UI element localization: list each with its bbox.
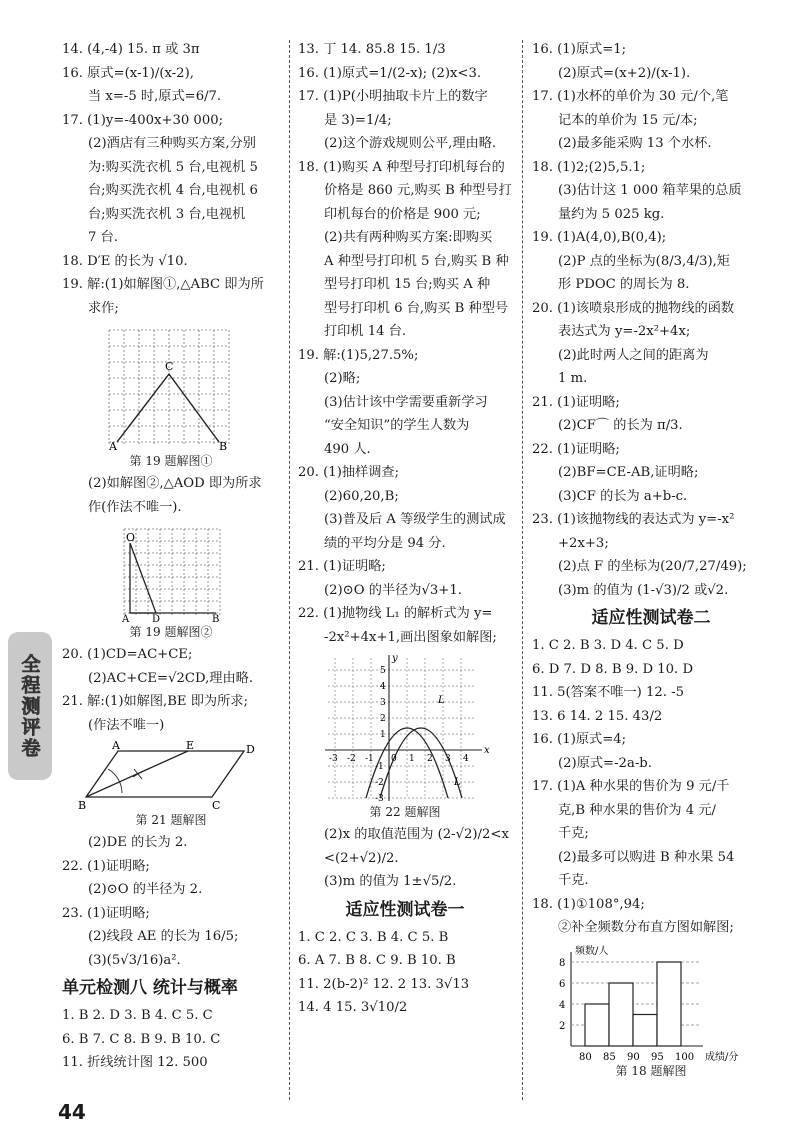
point-label: E: [186, 741, 195, 752]
answer-line: 17. (1)y=-400x+30 000;: [62, 112, 224, 128]
frequency-histogram: [541, 944, 761, 1062]
answer-line: 18. (1)2;(2)5,5.1;: [532, 159, 646, 175]
answer-line: <(2+√2)/2.: [324, 850, 399, 866]
y-tick-label: 6: [559, 978, 566, 990]
answer-line: 绩的平均分是 94 分.: [324, 535, 446, 551]
point-label: A: [112, 741, 120, 752]
point-label: A: [122, 614, 130, 623]
figure-caption: 第 19 题解图②: [129, 625, 213, 639]
answer-line: (2)CF⌒ 的长为 π/3.: [558, 418, 683, 433]
y-tick-label: 1: [380, 730, 386, 740]
point-label: D: [246, 743, 255, 756]
answer-line: 型号打印机 6 台,购买 B 种型号: [324, 300, 509, 316]
answer-line: 13. 丁 14. 85.8 15. 1/3: [298, 42, 446, 57]
answer-line: 打印机 14 台.: [324, 324, 407, 339]
figure-caption: 第 18 题解图: [615, 1063, 687, 1078]
answer-line: (3)估计这 1 000 箱苹果的总质: [558, 183, 742, 198]
answer-line: (2)点 F 的坐标为(20/7,27/49);: [558, 559, 747, 574]
answer-line: 16. (1)原式=1;: [532, 42, 627, 57]
answer-line: A 种型号打印机 5 台,购买 B 种: [324, 253, 509, 269]
column-2: [298, 38, 512, 1020]
answer-line: (2)⊙O 的半径为 2.: [88, 882, 203, 897]
figure-22: [298, 653, 512, 821]
answer-line: +2x+3;: [558, 535, 609, 551]
answer-line: (3)m 的值为 (1-√3)/2 或√2.: [558, 582, 729, 598]
answer-line: 1. C 2. B 3. D 4. C 5. D: [532, 638, 684, 653]
answer-line: 7 台.: [88, 230, 118, 245]
answer-line: 形 PDOC 的周长为 8.: [558, 277, 690, 292]
answer-line: 16. (1)原式=1/(2-x); (2)x<3.: [298, 65, 482, 81]
answer-line: 19. (1)A(4,0),B(0,4);: [532, 230, 667, 245]
answer-line: 20. (1)该喷泉形成的抛物线的函数: [532, 300, 735, 316]
section-title: 适应性测试卷一: [345, 899, 465, 920]
curve-label: L: [438, 695, 445, 706]
answer-line: 16. (1)原式=4;: [532, 732, 627, 747]
answer-line: 6. A 7. B 8. C 9. B 10. B: [298, 953, 456, 968]
histogram-bar: [633, 1014, 657, 1046]
answer-line: (2)略;: [324, 371, 361, 386]
answer-line: 19. 解:(1)5,27.5%;: [298, 347, 419, 363]
answer-line: 17. (1)P(小明抽取卡片上的数字: [298, 89, 488, 104]
point-label: O: [126, 531, 136, 544]
answer-line: 18. (1)购买 A 种型号打印机每台的: [298, 159, 505, 175]
column-1: [62, 38, 280, 1075]
answer-line: (2)P 点的坐标为(8/3,4/3),矩: [558, 253, 730, 269]
answer-line: 17. (1)A 种水果的售价为 9 元/千: [532, 779, 730, 794]
answer-line: (2)x 的取值范围为 (2-√2)/2<x: [324, 827, 509, 842]
x-tick-label: -1: [365, 754, 374, 764]
answer-line: 台;购买洗衣机 3 台,电视机: [88, 206, 246, 222]
point-label: B: [212, 614, 220, 623]
answer-line: (3)(5√3/16)a².: [88, 952, 181, 968]
point-label: B: [78, 799, 87, 811]
answer-line: 型号打印机 15 台;购买 A 种: [324, 277, 491, 292]
answer-line: (2)如解图②,△AOD 即为所求: [88, 476, 262, 491]
x-tick-label: -3: [329, 754, 338, 764]
figure-21: [62, 741, 280, 829]
answer-line: (2)最多可以购进 B 种水果 54: [558, 849, 735, 865]
answer-line: 20. (1)CD=AC+CE;: [62, 647, 193, 662]
answer-line: (3)估计该中学需要重新学习: [324, 394, 488, 410]
x-tick-label: 1: [409, 754, 415, 764]
histogram-bar: [609, 983, 633, 1046]
axis-label: y: [392, 653, 398, 664]
figure-caption: 第 22 题解图: [369, 805, 441, 819]
answer-line: 表达式为 y=-2x²+4x;: [558, 324, 691, 339]
answer-line: (2)原式=-2a-b.: [558, 755, 652, 771]
column-divider: [289, 40, 290, 1100]
answer-line: 千克;: [558, 826, 589, 841]
grid-triangle-diagram: [101, 324, 241, 452]
x-tick-label: 4: [463, 754, 469, 764]
answer-line: 23. (1)证明略;: [62, 905, 150, 921]
y-tick-label: -3: [375, 794, 384, 803]
x-tick-label: -2: [347, 754, 356, 764]
answer-line: 记本的单价为 15 元/本;: [558, 112, 698, 128]
point-label: C: [165, 360, 174, 373]
answer-line: (3)普及后 A 等级学生的测试成: [324, 512, 506, 527]
histogram-bar: [585, 1004, 609, 1046]
answer-line: 量约为 5 025 kg.: [558, 206, 665, 222]
side-tab: 全程测评卷: [8, 632, 52, 780]
point-label: C: [212, 799, 221, 811]
answer-line: 16. 原式=(x-1)/(x-2),: [62, 65, 194, 81]
answer-line: 14. 4 15. 3√10/2: [298, 1000, 408, 1015]
answer-line: 21. (1)证明略;: [532, 394, 620, 410]
point-label: B: [219, 440, 228, 452]
axis-label: x: [484, 745, 490, 756]
answer-line: 11. 折线统计图 12. 500: [62, 1055, 208, 1070]
answer-line: 490 人.: [324, 441, 371, 457]
curve-label: L: [454, 777, 461, 788]
parabola-graph: [320, 653, 490, 803]
answer-line: 台;购买洗衣机 4 台,电视机 6: [88, 183, 258, 198]
answer-line: (2)酒店有三种购买方案,分别: [88, 136, 256, 151]
parallelogram-diagram: [76, 741, 266, 811]
answer-line: (2)最多能采购 13 个水杯.: [558, 136, 712, 151]
answer-line: (2)60,20,B;: [324, 488, 399, 504]
x-tick-label: 3: [445, 754, 451, 764]
answer-line: 17. (1)水杯的单价为 30 元/个,笔: [532, 89, 729, 104]
answer-line: 20. (1)抽样调查;: [298, 465, 400, 480]
answer-line: (2)BF=CE-AB,证明略;: [558, 465, 699, 480]
y-axis-title: 频数/人: [575, 945, 609, 957]
point-label: D: [152, 614, 161, 623]
y-tick-label: 2: [559, 1020, 566, 1032]
y-tick-label: 8: [559, 957, 566, 969]
answer-line: (2)原式=(x+2)/(x-1).: [558, 65, 691, 81]
answer-line: 11. 5(答案不唯一) 12. -5: [532, 685, 684, 700]
histogram-bar: [657, 962, 681, 1046]
answer-line: (2)⊙O 的半径为√3+1.: [324, 582, 462, 598]
answer-line: 11. 2(b-2)² 12. 2 13. 3√13: [298, 976, 470, 992]
figure-caption: 第 19 题解图①: [129, 454, 213, 468]
answer-line: 14. (4,-4) 15. π 或 3π: [62, 42, 200, 57]
x-tick-label: 0: [391, 754, 397, 764]
answer-line: 1. C 2. C 3. B 4. C 5. B: [298, 929, 449, 945]
answer-line: 21. 解:(1)如解图,BE 即为所求;: [62, 694, 248, 709]
figure-18: [532, 944, 770, 1080]
y-tick-label: -2: [375, 778, 384, 788]
figure-19-2: [62, 523, 280, 641]
answer-line: 22. (1)证明略;: [532, 441, 620, 457]
answer-line: 求作;: [88, 300, 119, 316]
answer-line: “安全知识”的学生人数为: [324, 418, 470, 433]
answer-line: (作法不唯一): [88, 717, 165, 733]
answer-line: 18. (1)①108°,94;: [532, 896, 645, 912]
figure-caption: 第 21 题解图: [135, 813, 207, 827]
answer-line: 作(作法不唯一).: [88, 499, 182, 515]
answer-line: 1. B 2. D 3. B 4. C 5. C: [62, 1008, 213, 1023]
answer-line: 当 x=-5 时,原式=6/7.: [88, 89, 222, 104]
y-tick-label: 4: [559, 999, 566, 1011]
answer-line: 22. (1)证明略;: [62, 858, 150, 874]
x-tick-label: 95: [651, 1051, 664, 1062]
answer-line: 克,B 种水果的售价为 4 元/: [558, 802, 716, 818]
x-tick-label: 100: [675, 1051, 695, 1062]
answer-line: (3)CF 的长为 a+b-c.: [558, 488, 688, 504]
answer-lines: [62, 38, 280, 320]
answer-line: (2)线段 AE 的长为 16/5;: [88, 929, 239, 944]
x-tick-label: 2: [427, 754, 433, 764]
point-label: A: [109, 440, 117, 452]
column-divider: [522, 40, 523, 1100]
y-tick-label: 5: [380, 666, 386, 676]
answer-line: 6. B 7. C 8. B 9. B 10. C: [62, 1031, 221, 1047]
answer-line: ②补全频数分布直方图如解图;: [558, 920, 734, 935]
figure-19-1: [62, 324, 280, 470]
x-tick-label: 85: [603, 1051, 616, 1062]
answer-line: 千克.: [558, 873, 589, 888]
answer-line: 为:购买洗衣机 5 台,电视机 5: [88, 159, 258, 175]
grid-triangle-diagram: [116, 523, 226, 623]
answer-line: 21. (1)证明略;: [298, 559, 386, 574]
answer-line: (2)此时两人之间的距离为: [558, 347, 709, 363]
answer-line: 22. (1)抛物线 L₁ 的解析式为 y=: [298, 606, 493, 621]
answer-line: 23. (1)该抛物线的表达式为 y=-x²: [532, 512, 735, 527]
y-tick-label: 2: [380, 714, 386, 724]
answer-line: 印机每台的价格是 900 元;: [324, 206, 481, 222]
column-3: [532, 38, 770, 1082]
answer-line: (2)共有两种购买方案:即购买: [324, 230, 493, 245]
answer-line: (2)这个游戏规则公平,理由略.: [324, 136, 497, 151]
x-tick-label: 90: [627, 1051, 640, 1062]
section-title: 单元检测八 统计与概率: [62, 978, 238, 998]
answer-line: 1 m.: [558, 371, 588, 386]
section-title: 适应性测试卷二: [591, 608, 711, 628]
answer-line: (2)DE 的长为 2.: [88, 835, 188, 850]
y-tick-label: 3: [380, 698, 386, 708]
x-tick-label: 80: [579, 1051, 592, 1062]
answer-line: 19. 解:(1)如解图①,△ABC 即为所: [62, 277, 264, 292]
answer-line: -2x²+4x+1,画出图象如解图;: [324, 629, 497, 645]
y-tick-label: 4: [380, 682, 386, 692]
y-tick-label: -1: [375, 762, 384, 772]
x-axis-title: 成绩/分: [705, 1051, 739, 1062]
answer-line: (3)m 的值为 1±√5/2.: [324, 874, 457, 889]
page-number: 44: [58, 1100, 86, 1124]
answer-line: (2)AC+CE=√2CD,理由略.: [88, 670, 254, 686]
answer-line: 18. D′E 的长为 √10.: [62, 253, 188, 269]
answer-line: 是 3)=1/4;: [324, 112, 392, 128]
answer-line: 13. 6 14. 2 15. 43/2: [532, 708, 663, 724]
answer-line: 6. D 7. D 8. B 9. D 10. D: [532, 661, 694, 677]
answer-line: 价格是 860 元,购买 B 种型号打: [324, 183, 512, 198]
